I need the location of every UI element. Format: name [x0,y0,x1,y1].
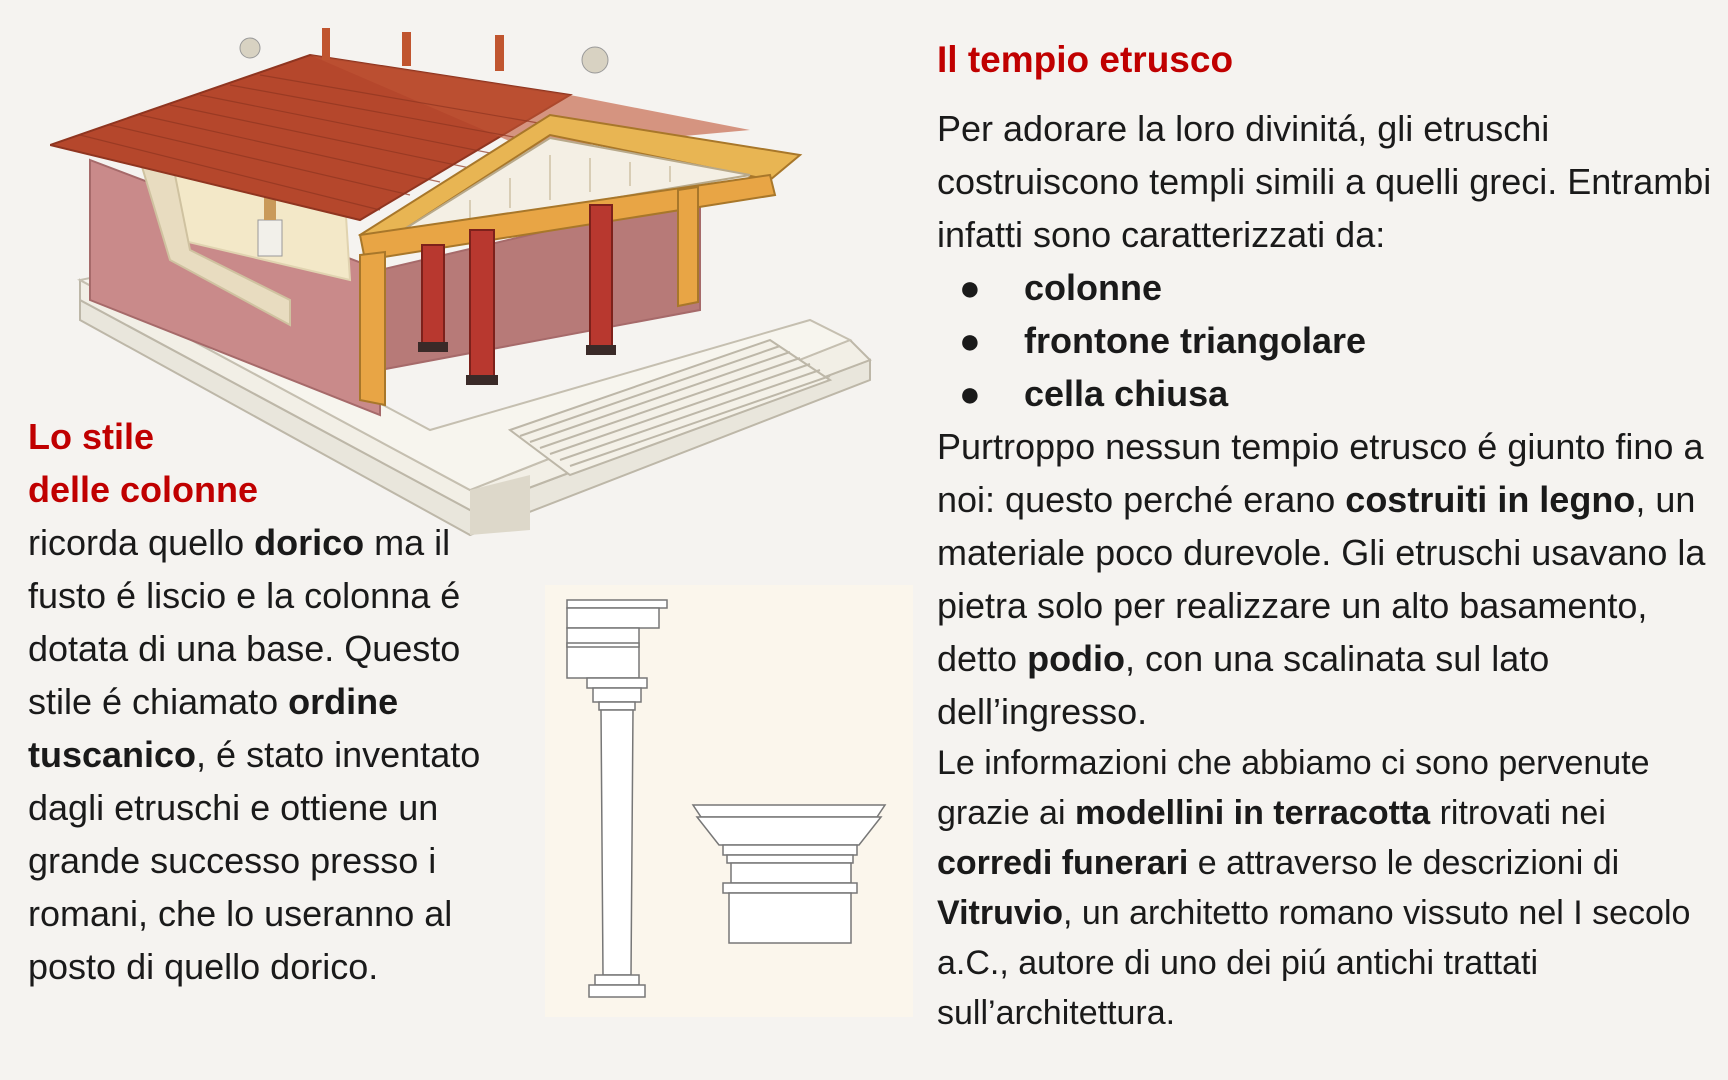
feature-list [937,261,1717,420]
column-style-text: ricorda quello dorico ma il fusto é liscio e la colonna é dotata di una base. Questo stile é chiamato ordine tuscanico, é stato inventato dagli etruschi e ottiene un grande successo presso i romani, che lo useranno al posto di quello dorico. [28,522,481,987]
list-item: ● frontone triangolare [937,314,1717,367]
sources-paragraph: Le informazioni che abbiamo ci sono pervenute grazie ai modellini in terracotta ritrovati nei corredi funerari e attraverso le descrizioni di Vitruvio, un architetto romano vissuto nel I secolo a.C., autore di uno dei piú antichi trattati sull’architettura. [937,744,1691,1032]
column-style-heading-line1: Lo stile [28,416,155,457]
column-style-section [28,410,528,993]
bullet-icon: ● [959,320,981,361]
tuscan-column-illustration [545,585,913,1017]
bullet-icon: ● [959,267,981,308]
page-title: Il tempio etrusco [937,39,1234,80]
intro-paragraph: Per adorare la loro divinitá, gli etruschi costruiscono templi simili a quelli greci. Entrambi infatti sono caratterizzati da: [937,108,1712,255]
list-item: ● cella chiusa [937,367,1717,420]
bullet-icon: ● [959,373,981,414]
list-item: ● colonne [937,261,1717,314]
column-style-heading-line2: delle colonne [28,469,259,510]
wood-paragraph: Purtroppo nessun tempio etrusco é giunto fino a noi: questo perché erano costruiti in legno, un materiale poco durevole. Gli etruschi usavano la pietra solo per realizzare un alto basamento, detto podio, con una scalinata sul lato dell’ingresso. [937,426,1706,732]
etruscan-temple-section [937,36,1717,1038]
